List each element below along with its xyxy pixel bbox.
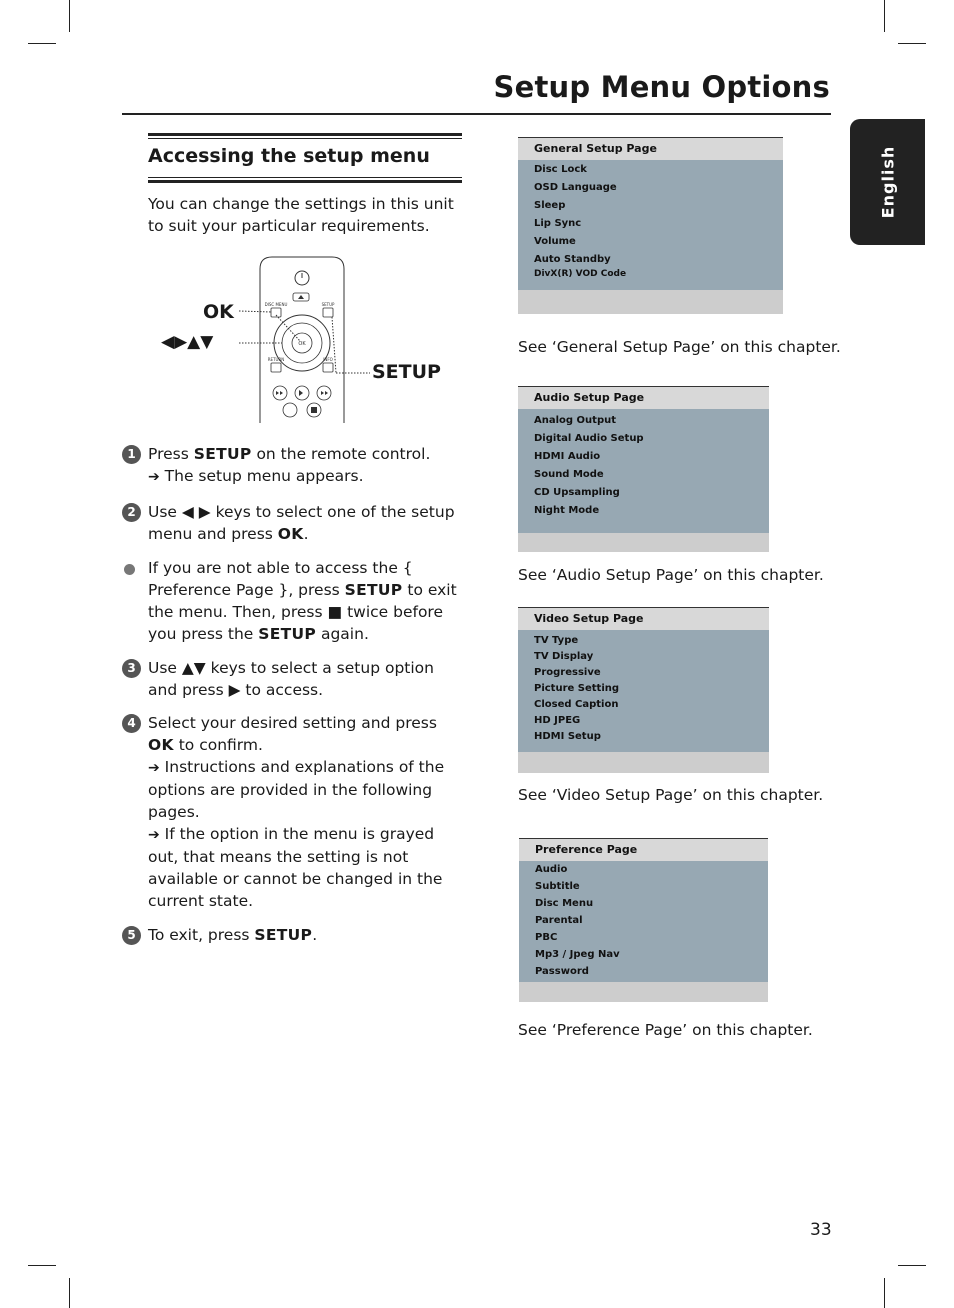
page-number: 33 <box>810 1220 832 1240</box>
step-number-badge: 5 <box>122 926 141 945</box>
menu-item: TV Type <box>534 635 579 646</box>
step-text: again. <box>316 625 369 643</box>
remote-control-illustration <box>236 255 376 423</box>
page-title: Setup Menu Options <box>493 70 830 104</box>
section-rule <box>148 177 462 178</box>
step-1 <box>122 443 467 488</box>
menu-item: Progressive <box>534 667 601 678</box>
menu-title: Video Setup Page <box>518 607 769 630</box>
general-setup-menu <box>518 137 783 314</box>
step-note: The setup menu appears. <box>164 467 364 485</box>
menu-footer <box>518 533 769 552</box>
language-tab <box>850 119 925 245</box>
menu-item: Volume <box>534 236 576 247</box>
step-text: To exit, press <box>148 926 255 944</box>
menu-item: Disc Lock <box>534 164 587 175</box>
menu-item: Auto Standby <box>534 254 611 265</box>
menu-title: Audio Setup Page <box>518 386 769 409</box>
step-text: to exit the menu. Then, press ■ twice before you press the <box>148 581 457 643</box>
menu-title: Preference Page <box>519 838 768 861</box>
menu-item: Picture Setting <box>534 683 620 694</box>
menu-item: Audio <box>535 864 568 875</box>
section-rule <box>148 133 462 136</box>
section-heading: Accessing the setup menu <box>148 145 430 167</box>
step-number-badge: 3 <box>122 659 141 678</box>
result-arrow-icon: ➔ <box>148 760 160 776</box>
menu-item: Parental <box>535 915 583 926</box>
step-text: on the remote control. <box>251 445 431 463</box>
result-arrow-icon: ➔ <box>148 469 160 485</box>
bullet-dot-icon <box>124 564 135 575</box>
video-setup-caption: See ‘Video Setup Page’ on this chapter. <box>518 786 824 804</box>
intro-paragraph: You can change the settings in this unit to suit your particular requirements. <box>148 195 454 235</box>
disc-menu-key-label: DISC MENU <box>264 302 288 307</box>
crop-mark <box>28 43 56 44</box>
menu-item: Lip Sync <box>534 218 582 229</box>
crop-mark <box>28 1265 56 1266</box>
crop-mark <box>69 0 70 32</box>
menu-footer <box>519 982 768 1002</box>
menu-item: HDMI Audio <box>534 451 601 462</box>
step-text: to confirm. <box>173 736 263 754</box>
step-text: Press <box>148 445 194 463</box>
step-text: Select your desired setting and press <box>148 714 437 732</box>
menu-item: HD JPEG <box>534 715 581 726</box>
menu-item: Subtitle <box>535 881 580 892</box>
step-text: Use ◀ ▶ keys to select one of the setup menu and press <box>148 503 455 543</box>
menu-item: Password <box>535 966 589 977</box>
menu-item: Sleep <box>534 200 566 211</box>
step-3 <box>122 657 467 701</box>
preference-menu <box>519 838 768 1002</box>
step-number-badge: 1 <box>122 445 141 464</box>
menu-item: Analog Output <box>534 415 617 426</box>
menu-item: Mp3 / Jpeg Nav <box>535 949 620 960</box>
setup-key-label: SETUP <box>321 302 335 307</box>
section-rule <box>148 180 462 183</box>
menu-item: PBC <box>535 932 558 943</box>
step-keyword: OK <box>148 736 174 754</box>
menu-footer <box>518 752 769 773</box>
return-key-label: RETURN <box>267 357 285 362</box>
ok-callout-label: OK <box>203 301 234 323</box>
step-keyword: SETUP <box>193 445 252 463</box>
menu-item: Digital Audio Setup <box>534 433 644 444</box>
menu-item: CD Upsampling <box>534 487 620 498</box>
menu-item: Disc Menu <box>535 898 594 909</box>
step-note: If the option in the menu is grayed out, that means the setting is not available or cannot be changed in the current state. <box>148 825 443 910</box>
preference-caption: See ‘Preference Page’ on this chapter. <box>518 1021 813 1039</box>
step-keyword: SETUP <box>258 625 317 643</box>
step-number-badge: 2 <box>122 503 141 522</box>
step-keyword: OK <box>277 525 304 543</box>
menu-item: Night Mode <box>534 505 600 516</box>
step-text: Use ▲▼ keys to select a setup option and press ▶ to access. <box>148 659 434 699</box>
video-setup-menu <box>518 607 769 773</box>
step-keyword: SETUP <box>254 926 313 944</box>
step-4 <box>122 712 467 912</box>
crop-mark <box>898 43 926 44</box>
audio-setup-caption: See ‘Audio Setup Page’ on this chapter. <box>518 566 824 584</box>
menu-item: OSD Language <box>534 182 617 193</box>
info-key-label: INFO <box>323 357 333 362</box>
menu-item: TV Display <box>534 651 594 662</box>
menu-item: DivX(R) VOD Code <box>534 269 627 279</box>
menu-item: HDMI Setup <box>534 731 601 742</box>
step-5 <box>122 924 467 946</box>
arrows-callout-label: ◀▶▲▼ <box>161 332 214 352</box>
crop-mark <box>69 1278 70 1308</box>
section-rule <box>148 138 462 139</box>
result-arrow-icon: ➔ <box>148 827 160 843</box>
step-keyword: SETUP <box>344 581 403 599</box>
language-tab-label: English <box>878 145 897 219</box>
crop-mark <box>884 1278 885 1308</box>
audio-setup-menu <box>518 386 769 552</box>
crop-mark <box>884 0 885 32</box>
ok-key-label: OK <box>298 341 306 347</box>
crop-mark <box>898 1265 926 1266</box>
step-text: . <box>303 525 309 543</box>
setup-callout-label: SETUP <box>372 361 441 383</box>
step-text: If you are not able to access the { Preference Page }, press <box>148 559 413 599</box>
menu-footer <box>518 290 783 314</box>
menu-title: General Setup Page <box>518 137 783 160</box>
step-text: . <box>312 926 318 944</box>
step-2 <box>122 501 467 545</box>
bullet-note <box>122 557 467 645</box>
menu-item: Sound Mode <box>534 469 604 480</box>
general-setup-caption: See ‘General Setup Page’ on this chapter. <box>518 338 841 356</box>
title-divider <box>122 113 831 115</box>
step-note: Instructions and explanations of the options are provided in the following pages. <box>148 758 445 821</box>
step-number-badge: 4 <box>122 714 141 733</box>
menu-item: Closed Caption <box>534 699 619 710</box>
